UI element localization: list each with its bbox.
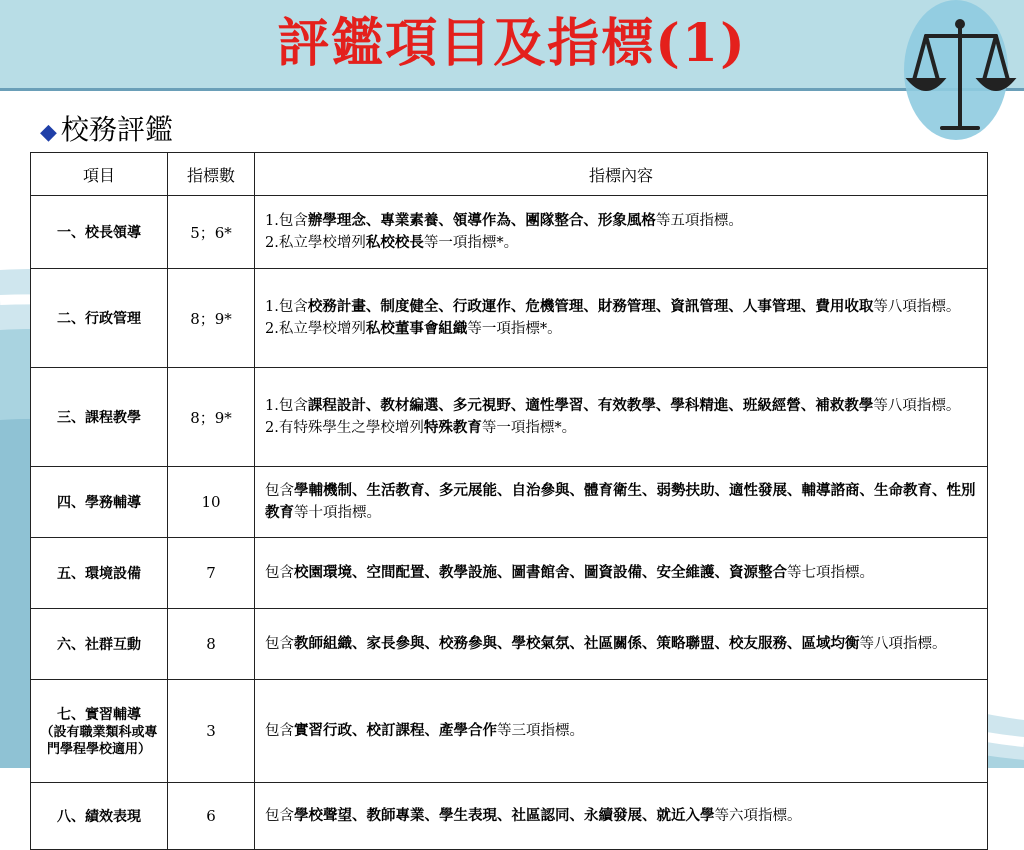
item-cell: 八、績效表現 <box>31 783 168 850</box>
header-content: 指標內容 <box>255 153 988 196</box>
count-cell: 10 <box>168 467 255 538</box>
item-cell: 六、社群互動 <box>31 609 168 680</box>
item-cell: 二、行政管理 <box>31 269 168 368</box>
count-cell: 3 <box>168 680 255 783</box>
header-divider <box>0 88 1024 91</box>
content-cell <box>255 269 988 368</box>
content-cell <box>255 680 988 783</box>
table-row <box>31 269 988 368</box>
slide-title: 評鑑項目及指標(1) <box>277 13 747 74</box>
content-line: 包含教師組織、家長參與、校務參與、學校氣氛、社區關係、策略聯盟、校友服務、區域均衡等八項指標。 <box>265 635 947 652</box>
count-cell: 5；6* <box>168 196 255 269</box>
count-cell: 6 <box>168 783 255 850</box>
content-line: 2.私立學校增列私校董事會組織等一項指標*。 <box>265 320 562 337</box>
content-line: 2.有特殊學生之學校增列特殊教育等一項指標*。 <box>265 419 577 436</box>
section-heading-text: 校務評鑑 <box>60 113 173 146</box>
content-cell <box>255 196 988 269</box>
table-row <box>31 783 988 850</box>
table-row <box>31 680 988 783</box>
count-cell: 7 <box>168 538 255 609</box>
content-cell <box>255 783 988 850</box>
table-row <box>31 467 988 538</box>
content-cell <box>255 538 988 609</box>
content-line: 1.包含辦學理念、專業素養、領導作為、團隊整合、形象風格等五項指標。 <box>265 212 743 229</box>
table-row <box>31 609 988 680</box>
count-cell: 8 <box>168 609 255 680</box>
section-heading <box>40 112 173 148</box>
content-line: 包含校園環境、空間配置、教學設施、圖書館舍、圖資設備、安全維護、資源整合等七項指標。 <box>265 564 874 581</box>
count-cell: 8；9* <box>168 269 255 368</box>
header-item: 項目 <box>31 153 168 196</box>
item-cell: 五、環境設備 <box>31 538 168 609</box>
table-header-row <box>31 153 988 196</box>
table-row <box>31 538 988 609</box>
item-cell: 四、學務輔導 <box>31 467 168 538</box>
item-cell <box>31 680 168 783</box>
item-cell: 一、校長領導 <box>31 196 168 269</box>
item-cell: 三、課程教學 <box>31 368 168 467</box>
content-line: 包含學輔機制、生活教育、多元展能、自治參與、體育衛生、弱勢扶助、適性發展、輔導諮商、生命教育、性別教育等十項指標。 <box>265 482 976 521</box>
diamond-bullet-icon: ◆ <box>40 120 57 145</box>
item-note: （設有職業類科或專門學程學校適用） <box>40 725 158 757</box>
content-line: 包含實習行政、校訂課程、產學合作等三項指標。 <box>265 722 584 739</box>
scales-of-justice-icon <box>896 0 1024 150</box>
content-line: 2.私立學校增列私校校長等一項指標*。 <box>265 234 519 251</box>
content-line: 包含學校聲望、教師專業、學生表現、社區認同、永續發展、就近入學等六項指標。 <box>265 807 802 824</box>
content-cell <box>255 467 988 538</box>
table-row <box>31 196 988 269</box>
item-label: 七、實習輔導 <box>57 707 141 723</box>
content-line: 1.包含校務計畫、制度健全、行政運作、危機管理、財務管理、資訊管理、人事管理、費用收取等八項指標。 <box>265 298 961 315</box>
content-line: 1.包含課程設計、教材編選、多元視野、適性學習、有效教學、學科精進、班級經營、補救教學等八項指標。 <box>265 397 961 414</box>
evaluation-items-table <box>30 152 988 850</box>
content-cell <box>255 368 988 467</box>
count-cell: 8；9* <box>168 368 255 467</box>
header-count: 指標數 <box>168 153 255 196</box>
content-cell <box>255 609 988 680</box>
table-row <box>31 368 988 467</box>
